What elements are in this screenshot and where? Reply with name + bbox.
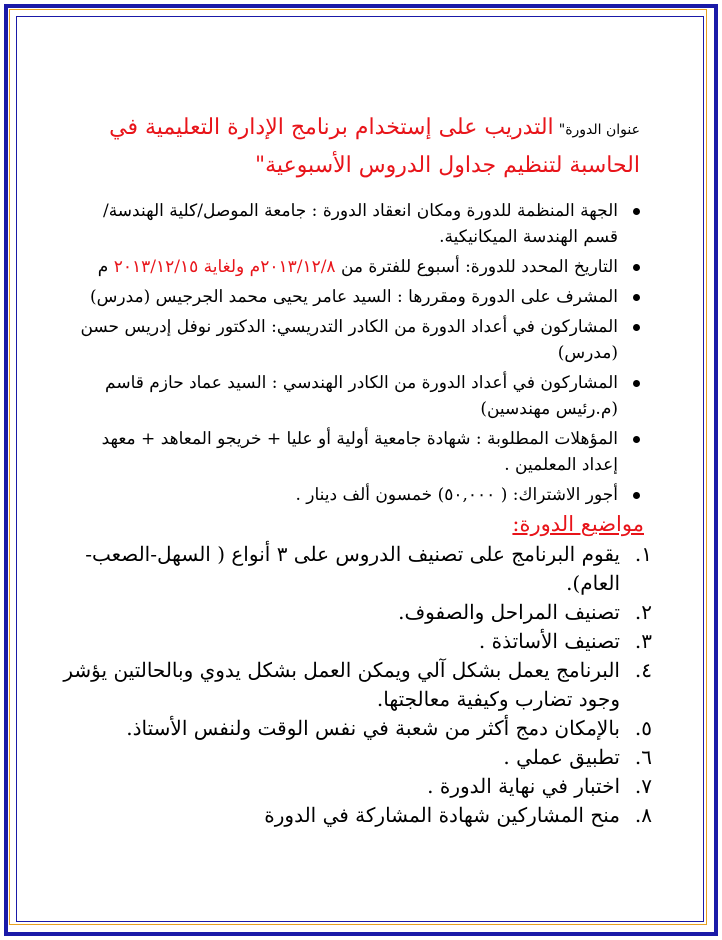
- detail-qualifications: المؤهلات المطلوبة : شهادة جامعية أولية أو عليا + خريجو المعاهد + معهد إعداد المعلمين .: [101, 429, 618, 475]
- detail-fees: أجور الاشتراك: ( ٥٠,٠٠٠) خمسون ألف دينار .: [295, 485, 618, 505]
- list-item: [75, 482, 640, 508]
- topic-number: ٢.: [634, 600, 652, 624]
- bullet-icon: [633, 492, 640, 499]
- topic-text: تطبيق عملي .: [503, 745, 620, 769]
- detail-teaching-staff: المشاركون في أعداد الدورة من الكادر التدريسي: الدكتور نوفل إدريس حسن (مدرس): [80, 317, 618, 363]
- list-item: [75, 370, 640, 422]
- list-item: [62, 598, 652, 627]
- detail-date-suffix: م: [97, 257, 114, 277]
- bullet-icon: [633, 380, 640, 387]
- detail-date-range: ٢٠١٣/١٢/٨م ولغاية ٢٠١٣/١٢/١٥: [113, 257, 336, 277]
- detail-date-prefix: التاريخ المحدد للدورة: أسبوع للفترة من: [335, 257, 618, 277]
- detail-organizer: الجهة المنظمة للدورة ومكان انعقاد الدورة : جامعة الموصل/كلية الهندسة/قسم الهندسة الميكانيكية.: [102, 201, 618, 247]
- list-item: [75, 254, 640, 280]
- course-title: [80, 110, 640, 185]
- bullet-icon: [633, 294, 640, 301]
- topic-text: اختبار في نهاية الدورة .: [427, 774, 620, 798]
- detail-engineering-staff: المشاركون في أعداد الدورة من الكادر الهندسي : السيد عماد حازم قاسم (م.رئيس مهندسين): [105, 373, 618, 419]
- bullet-icon: [633, 208, 640, 215]
- topic-text: تصنيف الأساتذة .: [478, 629, 620, 653]
- topic-number: ٦.: [634, 745, 652, 769]
- course-title-text: التدريب على إستخدام برنامج الإدارة التعليمية في الحاسبة لتنظيم جداول الدروس الأسبوعية": [109, 115, 640, 178]
- topic-text: منح المشاركين شهادة المشاركة في الدورة: [264, 803, 620, 827]
- course-title-label: عنوان الدورة": [558, 122, 640, 138]
- topic-text: يقوم البرنامج على تصنيف الدروس على ٣ أنواع ( السهل-الصعب-العام).: [85, 542, 620, 595]
- topic-text: تصنيف المراحل والصفوف.: [398, 600, 620, 624]
- topic-number: ٧.: [634, 774, 652, 798]
- bullet-icon: [633, 436, 640, 443]
- list-item: [62, 656, 652, 714]
- list-item: [75, 314, 640, 366]
- topics-heading: مواضيع الدورة:: [512, 512, 644, 536]
- detail-supervisor: المشرف على الدورة ومقررها : السيد عامر يحيى محمد الجرجيس (مدرس): [90, 287, 618, 307]
- list-item: [62, 801, 652, 830]
- topic-text: البرنامج يعمل بشكل آلي ويمكن العمل بشكل يدوي وبالحالتين يؤشر وجود تضارب وكيفية معالجتها.: [63, 658, 620, 711]
- list-item: [62, 714, 652, 743]
- topic-text: بالإمكان دمج أكثر من شعبة في نفس الوقت ولنفس الأستاذ.: [126, 716, 620, 740]
- topic-number: ١.: [634, 542, 652, 566]
- list-item: [75, 198, 640, 250]
- course-topics-list: [62, 540, 652, 830]
- topic-number: ٣.: [634, 629, 652, 653]
- list-item: [75, 426, 640, 478]
- course-details-list: [75, 198, 640, 512]
- topic-number: ٥.: [634, 716, 652, 740]
- bullet-icon: [633, 264, 640, 271]
- list-item: [62, 772, 652, 801]
- list-item: [62, 627, 652, 656]
- bullet-icon: [633, 324, 640, 331]
- list-item: [62, 540, 652, 598]
- list-item: [75, 284, 640, 310]
- topic-number: ٨.: [634, 803, 652, 827]
- topic-number: ٤.: [634, 658, 652, 682]
- list-item: [62, 743, 652, 772]
